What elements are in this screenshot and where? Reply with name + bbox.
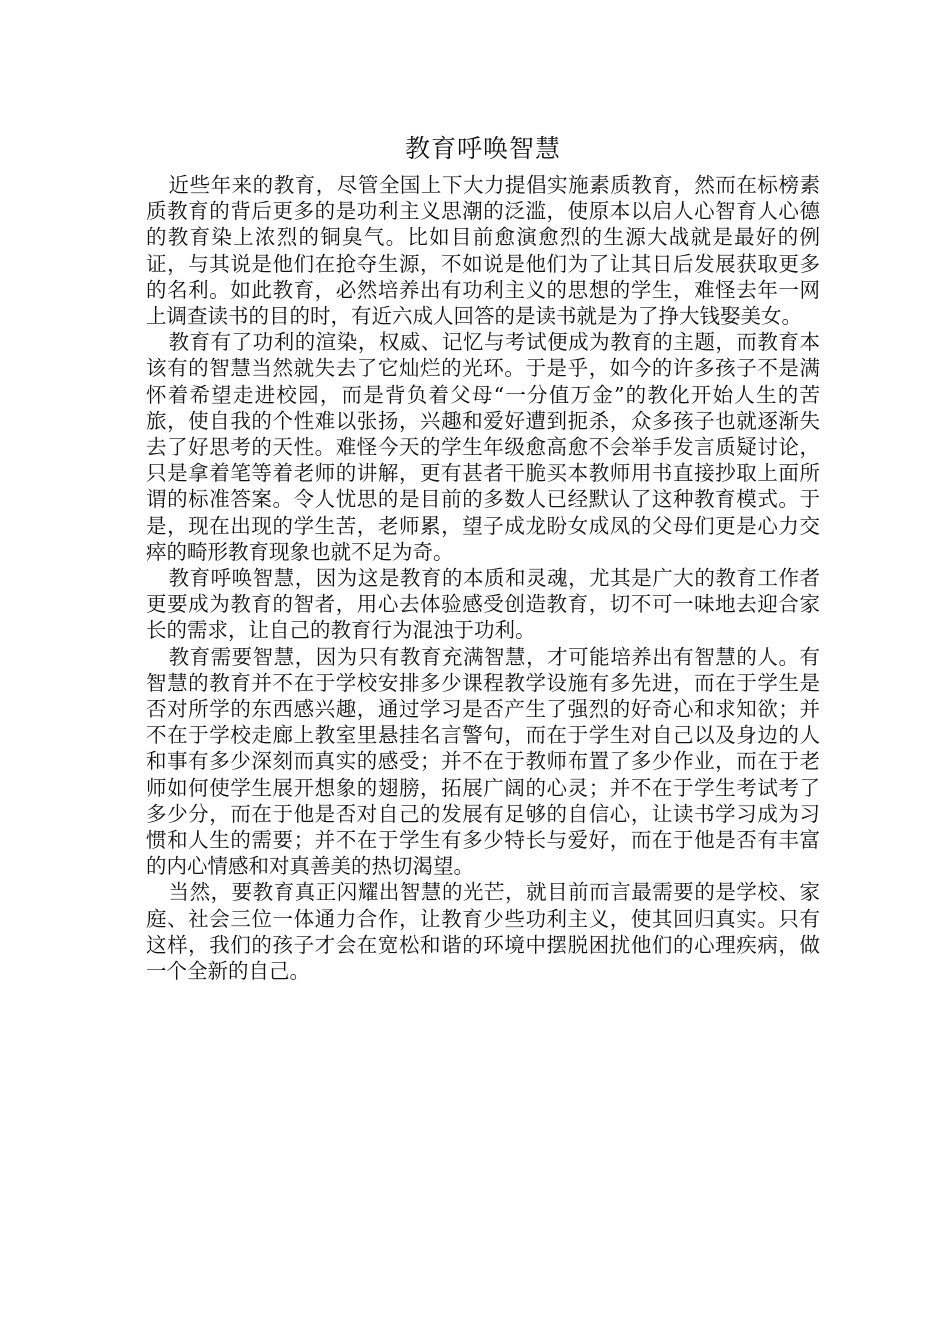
- paragraph-4: 教育需要智慧，因为只有教育充满智慧，才可能培养出有智慧的人。有智慧的教育并不在于学校安排多少课程教学设施有多先进，而在于学生是否对所学的东西感兴趣，通过学习是否产生了强烈的好奇心和求知欲；并不在于学校走廊上教室里悬挂名言警句，而在于学生对自己以及身边的人和事有多少深刻而真实的感受；并不在于教师布置了多少作业，而在于老师如何使学生展开想象的翅膀，拓展广阔的心灵；并不在于学生考试考了多少分，而在于他是否对自己的发展有足够的自信心，让读书学习成为习惯和人生的需要；并不在于学生有多少特长与爱好，而在于他是否有丰富的内心情感和对真善美的热切渴望。: [146, 644, 820, 879]
- paragraph-1: 近些年来的教育，尽管全国上下大力提倡实施素质教育，然而在标榜素质教育的背后更多的是功利主义思潮的泛滥，使原本以启人心智育人心德的教育染上浓烈的铜臭气。比如目前愈演愈烈的生源大战就是最好的例证，与其说是他们在抢夺生源，不如说是他们为了让其日后发展获取更多的名利。如此教育，必然培养出有功利主义的思想的学生，难怪去年一网上调查读书的目的时，有近六成人回答的是读书就是为了挣大钱娶美女。: [146, 173, 820, 329]
- paragraph-2: 教育有了功利的渲染，权威、记忆与考试便成为教育的主题，而教育本该有的智慧当然就失去了它灿烂的光环。于是乎，如今的许多孩子不是满怀着希望走进校园，而是背负着父母“一分值万金”的教化开始人生的苦旅，使自我的个性难以张扬，兴趣和爱好遭到扼杀，众多孩子也就逐渐失去了好思考的天性。难怪今天的学生年级愈高愈不会举手发言质疑讨论，只是拿着笔等着老师的讲解，更有甚者干脆买本教师用书直接抄取上面所谓的标准答案。令人忧思的是目前的多数人已经默认了这种教育模式。于是，现在出现的学生苦，老师累，望子成龙盼女成凤的父母们更是心力交瘁的畸形教育现象也就不足为奇。: [146, 330, 820, 564]
- article: [146, 130, 820, 984]
- paragraph-3: 教育呼唤智慧，因为这是教育的本质和灵魂，尤其是广大的教育工作者更要成为教育的智者，用心去体验感受创造教育，切不可一味地去迎合家长的需求，让自己的教育行为混浊于功利。: [146, 566, 820, 643]
- document-title: 教育呼唤智慧: [404, 134, 561, 163]
- paragraph-5: 当然，要教育真正闪耀出智慧的光芒，就目前而言最需要的是学校、家庭、社会三位一体通力合作，让教育少些功利主义，使其回归真实。只有这样，我们的孩子才会在宽松和谐的环境中摆脱困扰他们的心理疾病，做一个全新的自己。: [146, 880, 820, 984]
